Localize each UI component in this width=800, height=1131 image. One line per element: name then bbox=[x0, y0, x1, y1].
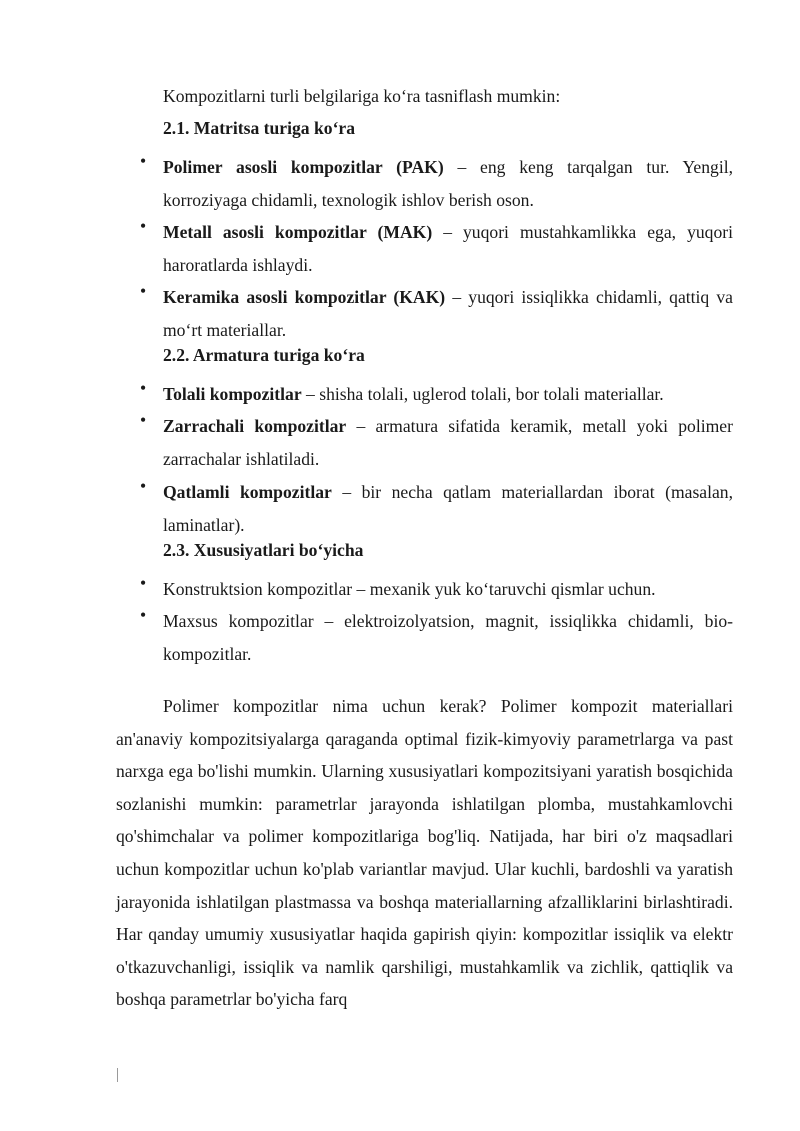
list-item bbox=[140, 605, 733, 671]
list-item bbox=[140, 216, 733, 282]
list-item-description: Maxsus kompozitlar – elektroizolyatsion, magnit, issiqlikka chidamli, bio-kompozitlar. bbox=[163, 611, 733, 664]
list-item bbox=[140, 151, 733, 217]
list-item-description: – bir necha qatlam materiallardan iborat (masalan, laminatlar). bbox=[163, 482, 734, 535]
list-item-term: Keramika asosli kompozitlar (KAK) bbox=[163, 287, 446, 307]
section-heading-reinforcement: 2.2. Armatura turiga koʻra bbox=[163, 345, 365, 365]
bullet-icon: • bbox=[140, 410, 147, 430]
list-item-text bbox=[163, 573, 733, 606]
list-item-description: – shisha tolali, uglerod tolali, bor tolali materiallar. bbox=[301, 384, 664, 404]
list-item-term: Polimer asosli kompozitlar (PAK) bbox=[163, 157, 444, 177]
bullet-icon: • bbox=[140, 605, 147, 625]
list-item bbox=[140, 378, 733, 411]
list-item-term: Qatlamli kompozitlar bbox=[163, 482, 332, 502]
list-item-text bbox=[163, 216, 733, 282]
list-item bbox=[140, 476, 733, 542]
list-item-text bbox=[163, 151, 733, 217]
list-item-description: – eng keng tarqalgan tur. Yengil, korroziyaga chidamli, texnologik ishlov berish oson. bbox=[163, 157, 733, 210]
bullet-icon: • bbox=[140, 281, 147, 301]
list-item-description: – yuqori mustahkamlikka ega, yuqori haroratlarda ishlaydi. bbox=[163, 222, 734, 275]
list-item bbox=[140, 573, 733, 606]
list-item-description: Konstruktsion kompozitlar – mexanik yuk koʻtaruvchi qismlar uchun. bbox=[163, 579, 656, 599]
section-heading-properties: 2.3. Xususiyatlari boʻyicha bbox=[163, 540, 364, 560]
list-item-text bbox=[163, 605, 733, 671]
section-heading-matrix: 2.1. Matritsa turiga koʻra bbox=[163, 118, 356, 138]
body-paragraph bbox=[116, 690, 733, 1016]
bullet-icon: • bbox=[140, 476, 147, 496]
list-item-text bbox=[163, 410, 733, 476]
list-item-text bbox=[163, 281, 733, 347]
bullet-icon: • bbox=[140, 573, 147, 593]
list-item-term: Zarrachali kompozitlar bbox=[163, 416, 347, 436]
list-item bbox=[140, 410, 733, 476]
footer-cursor-mark bbox=[117, 1068, 118, 1082]
list-item-term: Metall asosli kompozitlar (MAK) bbox=[163, 222, 433, 242]
list-item-text bbox=[163, 476, 733, 542]
list-item-description: – yuqori issiqlikka chidamli, qattiq va moʻrt materiallar. bbox=[163, 287, 733, 340]
list-item-term: Tolali kompozitlar bbox=[163, 384, 302, 404]
bullet-icon: • bbox=[140, 378, 147, 398]
list-item-description: – armatura sifatida keramik, metall yoki polimer zarrachalar ishlatiladi. bbox=[163, 416, 733, 469]
bullet-icon: • bbox=[140, 216, 147, 236]
intro-line: Kompozitlarni turli belgilariga koʻra tasniflash mumkin: bbox=[163, 86, 561, 106]
bullet-icon: • bbox=[140, 151, 147, 171]
body-paragraph-text: Polimer kompozitlar nima uchun kerak? Polimer kompozit materiallari an'anaviy kompozitsiyalarga qaraganda optimal fizik-kimyoviy parametrlarga va past narxga ega bo'lishi mumkin. Ularning xususiyatlari kompozitsiyani yaratish bosqichida sozlanishi mumkin: parametrlar jarayonda ishlatilgan plomba, mustahkamlovchi qo'shimchalar va polimer kompozitlariga bog'liq. Natijada, har biri o'z maqsadlari uchun kompozitlar uchun ko'plab variantlar mavjud. Ular kuchli, bardoshli va yaratish jarayonida ishlatilgan plastmassa va boshqa materiallarning afzalliklarini birlashtiradi. Har qanday umumiy xususiyatlar haqida gapirish qiyin: kompozitlar issiqlik va elektr o'tkazuvchanligi, issiqlik va namlik qarshiligi, mustahkamlik va zichlik, qattiqlik va boshqa parametrlar bo'yicha farq bbox=[116, 696, 733, 1010]
list-item bbox=[140, 281, 733, 347]
list-item-text bbox=[163, 378, 733, 411]
